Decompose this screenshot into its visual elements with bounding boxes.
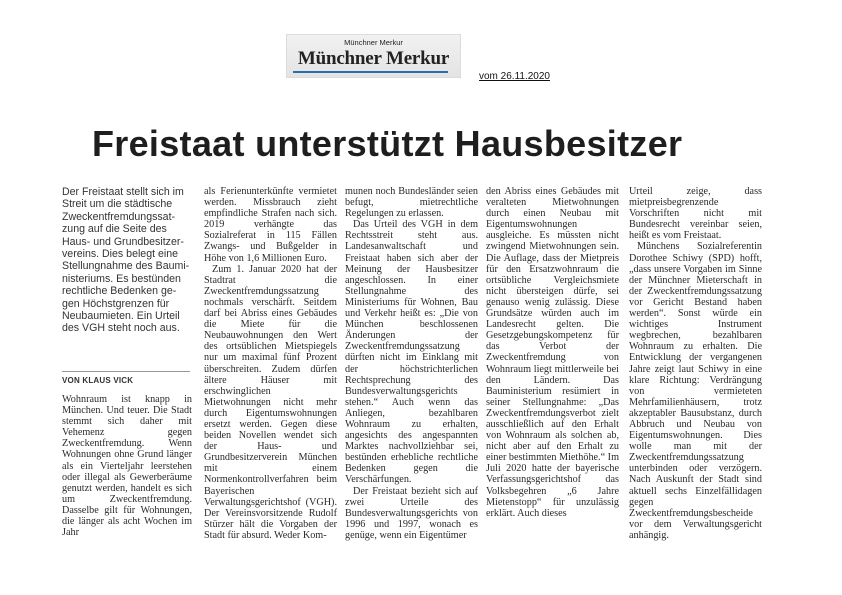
paragraph: Zum 1. Januar 2020 hat der Stadtrat die Zweckentfremdungssatzung nochmals verschärft. Seitdem darf bei Abriss eines Gebäudes die Miete für die Neubauwohnungen den Wert des ortsüblichen Mietspiegels nur um maximal fünf Prozent überschreiten. Zudem dürfen ältere Häuser mit erschwinglichen Mietwohnungen nicht mehr durch Eigentumswohnungen ersetzt werden. Gegen diese beiden Novellen wendet sich der Haus- und Grundbesitzerverein München mit einem Normenkontrollverfahren beim Bayerischen Verwaltungsgerichtshof (VGH). Der Vereinsvorsitzende Rudolf Stürzer hält die Vorgaben der Stadt für absurd. Weder Kom- (204, 263, 337, 541)
text-column-4 (486, 186, 619, 519)
text-column-3 (345, 186, 478, 541)
newspaper-logo (286, 34, 461, 78)
masthead-underline (293, 71, 448, 73)
article-headline: Freistaat unterstützt Hausbesitzer (92, 123, 683, 164)
paragraph: Urteil zeige, dass mietpreisbegrenzende Vorschriften nicht mit Bundesrecht vereinbar seien, heißt es vom Freistaat. (629, 186, 762, 242)
text-column-5 (629, 186, 762, 541)
publication-date: vom 26.11.2020 (479, 71, 550, 82)
paragraph: munen noch Bundesländer seien befugt, mietrechtliche Regelungen zu erlassen. (345, 186, 478, 220)
paragraph: als Ferienunterkünfte vermietet werden. Missbrauch zieht empfindliche Strafen nach sich. 2019 verhängte das Sozialreferat in 115 Fällen Zwangs- und Bußgelder in Höhe von 1,6 Millionen Euro. (204, 186, 337, 264)
text-column-2 (204, 186, 337, 541)
paragraph: Der Freistaat bezieht sich auf zwei Urteile des Bundesverwaltungsgerichts von 1996 und 1997, wonach es genüge, wenn ein Eigentümer (345, 485, 478, 541)
author-byline: VON KLAUS VICK (62, 371, 190, 385)
article-lead: Der Freistaat stellt sich im Streit um die städtische Zweckentfremdungssatzung auf die Seite des Haus- und Grundbesitzervereins. Dies belegt eine Stellungnahme des Bauministeriums. Es bestünden rechtliche Bedenken gegen Höchstgrenzen für Neubaumieten. Ein Urteil des VGH steht noch aus. (62, 186, 190, 335)
masthead-large: Münchner Merkur (297, 48, 450, 69)
paragraph: Münchens Sozialreferentin Dorothee Schiwy (SPD) hofft, „dass unsere Vorgaben im Sinne der Münchner Mieterschaft in der Zweckentfremdungssatzung vor Gericht Bestand haben werden“. Sonst würde ein wichtiges Instrument wegbrechen, bezahlbaren Wohnraum zu erhalten. Die Entwicklung der vergangenen Jahre zeigt laut Schiwy in eine klare Richtung: Verdrängung von vermieteten Mehrfamilienhäusern, trotz akzeptabler Bausubstanz, durch Abbruch und Neubau von Eigentumswohnungen. Dies wolle man mit der Zweckentfremdungssatzung unterbinden oder verzögern. Nach Auskunft der Stadt sind aktuell sechs Einzelfällidagen gegen Zweckentfremdungsbescheide vor dem Verwaltungsgericht anhängig. (629, 241, 762, 541)
masthead-small: Münchner Merkur (344, 38, 403, 47)
text-column-1 (62, 394, 192, 538)
paragraph: Das Urteil des VGH in dem Rechtsstreit steht aus. Landesanwaltschaft und Freistaat haben sich aber der Meinung der Hausbesitzer angeschlossen. In einer Stellungnahme des Ministeriums für Wohnen, Bau und Verkehr heißt es: „Die von München beschlossenen Änderungen der Zweckentfremdungssatzung dürften nicht im Einklang mit der höchstrichterlichen Rechtsprechung des Bundesverwaltungsgerichts stehen.“ Auch wenn das Anliegen, bezahlbaren Wohnraum zu erhalten, angesichts des angespannten Marktes nachvollziehbar sei, bestünden erhebliche rechtliche Bedenken gegen die Verschärfungen. (345, 219, 478, 486)
paragraph: Wohnraum ist knapp in München. Und teuer. Die Stadt stemmt sich daher mit Vehemenz gegen Zweckentfremdung. Wenn Wohnungen ohne Grund länger als ein Vierteljahr leerstehen oder illegal als Gewerberäume genutzt werden, handelt es sich um Zweckentfremdung. Dasselbe gilt für Wohnungen, die länger als acht Wochen im Jahr (62, 394, 192, 539)
paragraph: den Abriss eines Gebäudes mit veralteten Mietwohnungen durch einen Neubau mit Eigentumswohnungen ausgleiche. Es müssten nicht zwingend Mietwohnungen sein. Die Auflage, dass der Mietpreis für den Ersatzwohnraum die ortsübliche Vergleichsmiete nicht übersteigen dürfe, sei genauso wenig zulässig. Diese Grundsätze würden auch im Landesrecht gelten. Die Gesetzgebungskompetenz für das Verbot der Zweckentfremdung von Wohnraum liegt mittlerweile bei den Ländern. Das Bauministerium resümiert in seiner Stellungnahme: „Das Zweckentfremdungsverbot zielt ausschließlich auf den Erhalt von Wohnraum als solchen ab, nicht aber auf den Erhalt zu einer bestimmten Miethöhe.“ Im Juli 2020 hatte der bayerische Verfassungsgerichtshof das Volksbegehren „6 Jahre Mietenstopp“ für unzulässig erklärt. Auch dieses (486, 186, 619, 519)
